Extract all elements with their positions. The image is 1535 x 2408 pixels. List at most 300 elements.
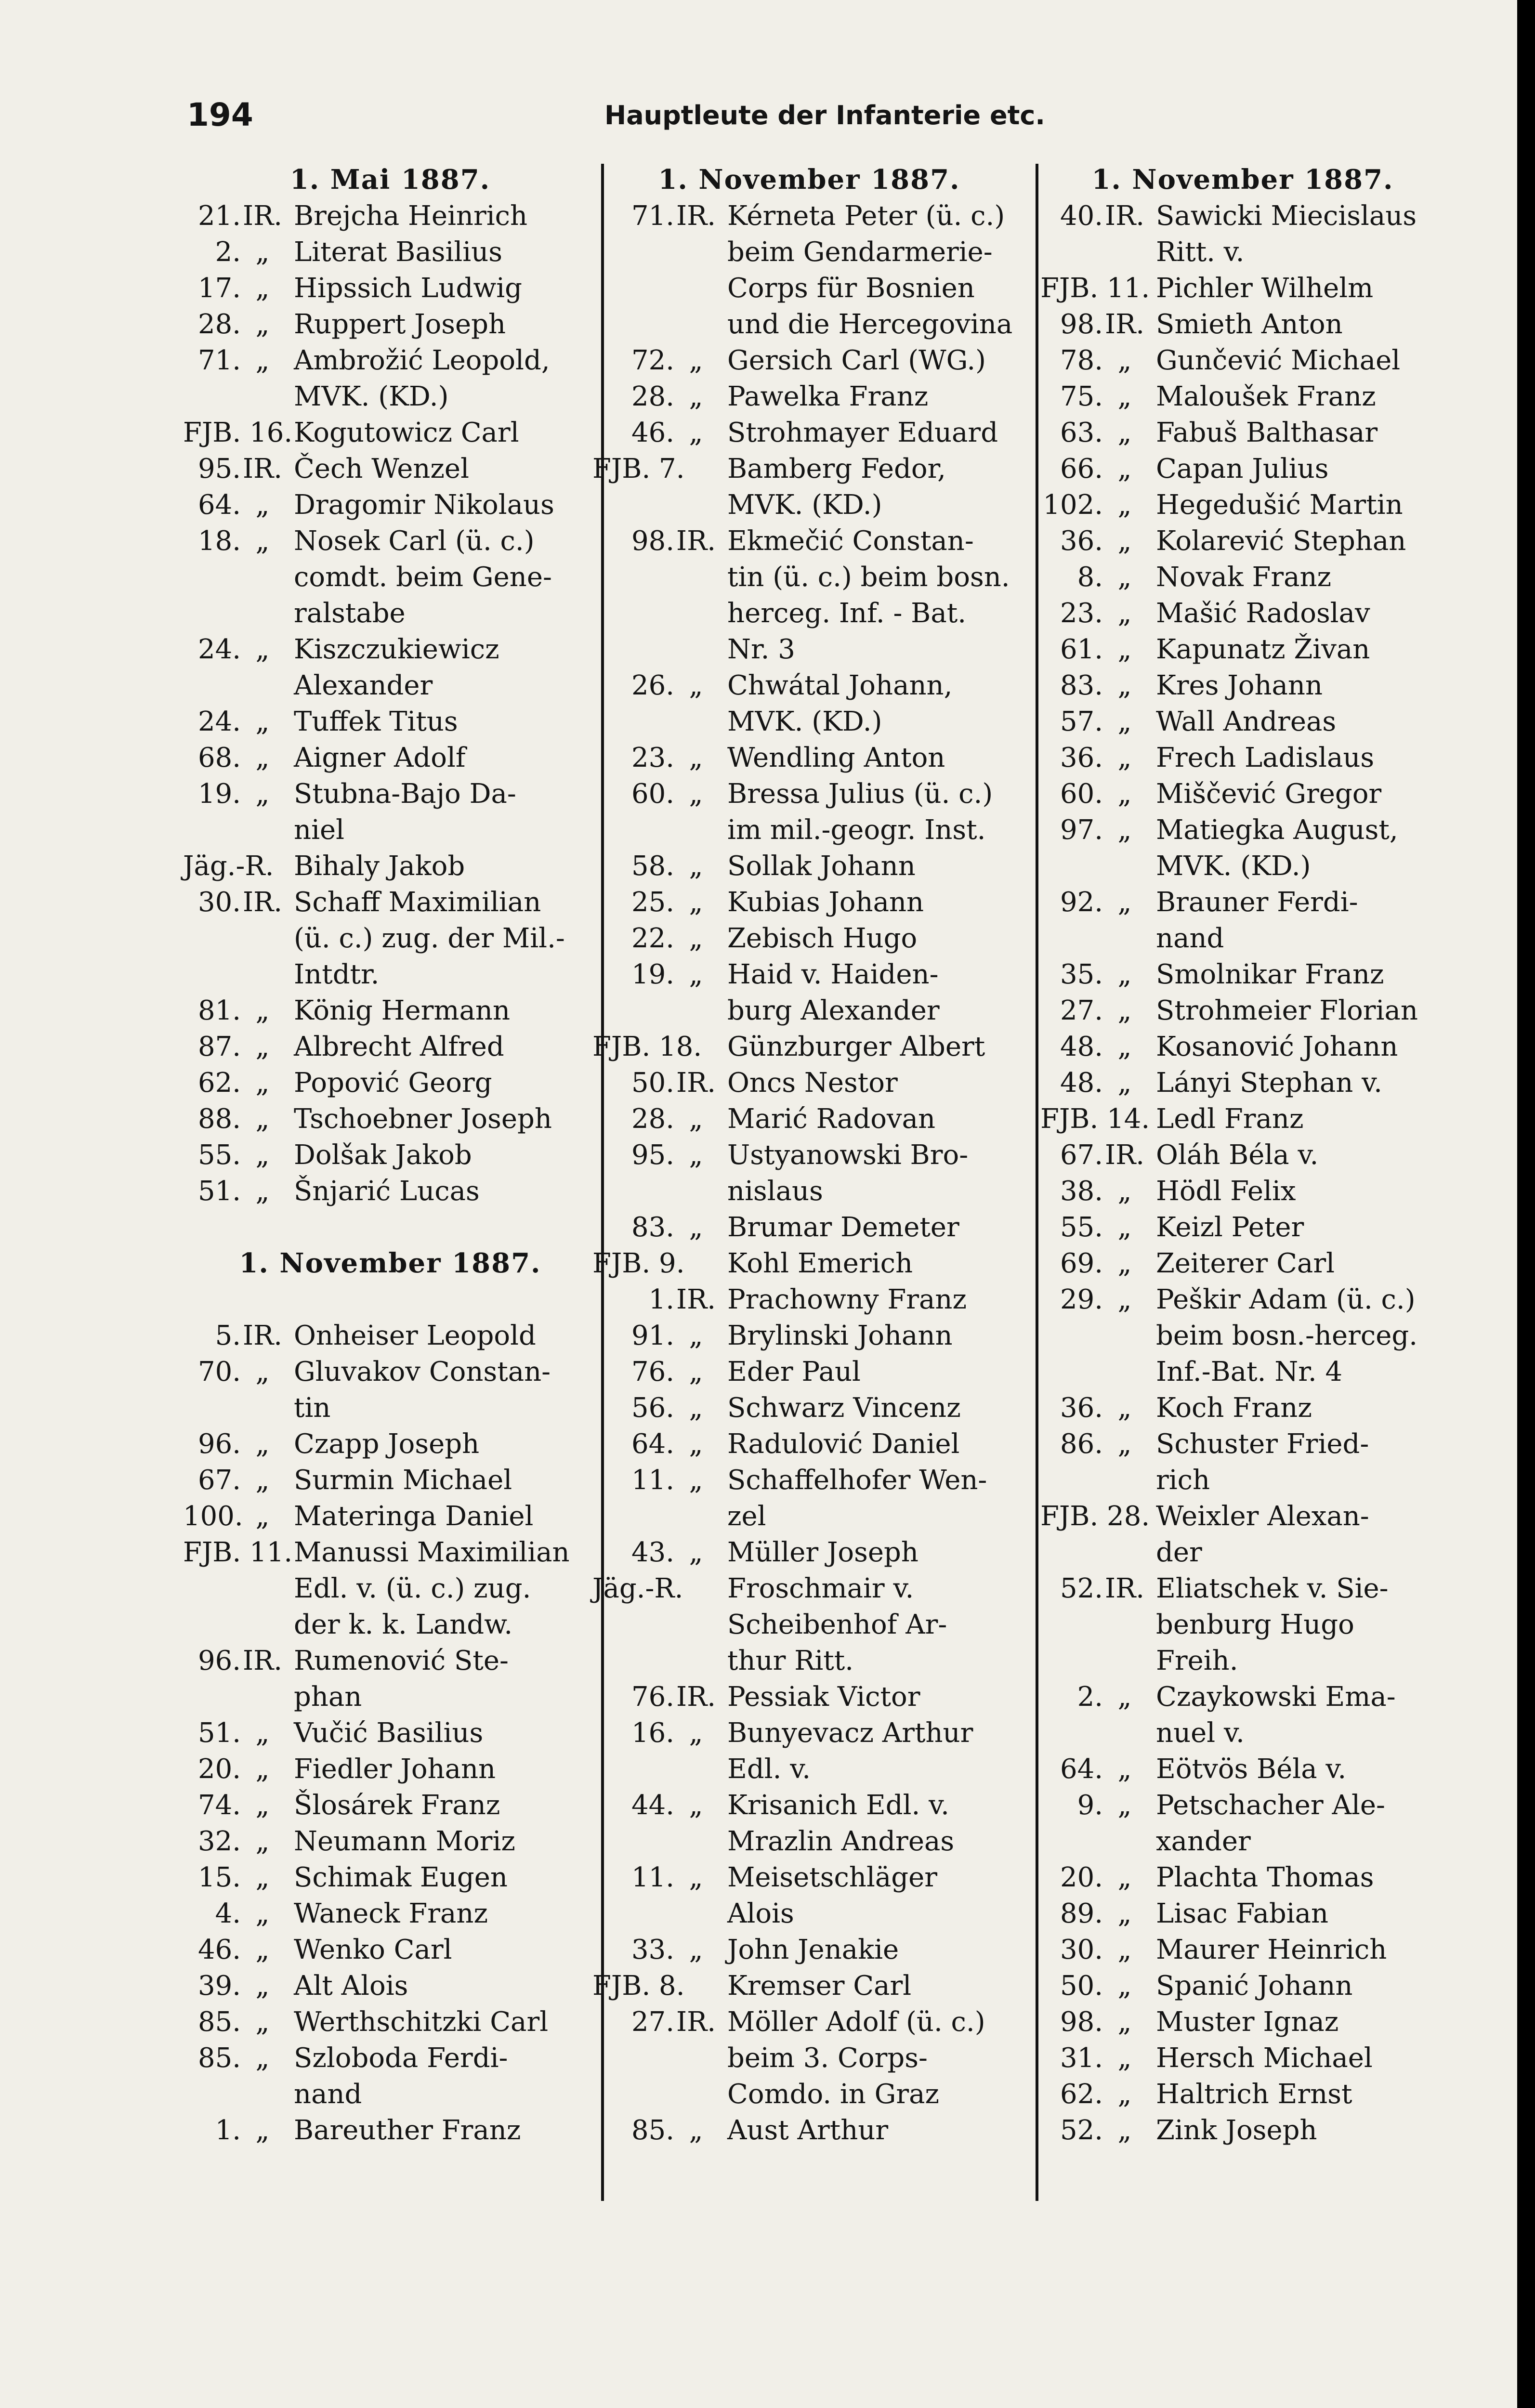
unit-type: „: [1117, 2115, 1132, 2146]
officer-name: Maloušek Franz: [1156, 381, 1376, 412]
officer-name: Weixler Alexan-: [1156, 1501, 1369, 1532]
unit-type: „: [689, 381, 703, 412]
list-entry: [592, 920, 1026, 956]
list-entry: [1040, 1787, 1445, 1823]
list-entry: [592, 1426, 1026, 1462]
unit-type: „: [1117, 598, 1132, 629]
unit-type: „: [1117, 670, 1132, 701]
unit-type: „: [1117, 1392, 1132, 1424]
unit-type: [1103, 1498, 1146, 1534]
list-entry: [1040, 415, 1445, 451]
regiment-number: 97.: [1060, 814, 1103, 846]
regiment-number: 63.: [1060, 417, 1103, 448]
list-entry: [1040, 1751, 1445, 1787]
regiment-number: 11.: [631, 1465, 674, 1496]
regiment-number: 1.: [215, 2115, 241, 2146]
entry-continuation: Mrazlin Andreas: [727, 1826, 955, 1857]
entry-continuation: Edl. v. (ü. c.) zug.: [294, 1573, 531, 1604]
regiment-number: 100.: [183, 1501, 243, 1532]
officer-name: Froschmair v.: [727, 1573, 914, 1604]
unit-type: IR.: [676, 525, 716, 557]
regiment-number: 91.: [631, 1320, 674, 1351]
regiment-number: 89.: [1060, 1898, 1103, 1929]
regiment-number: 57.: [1060, 706, 1103, 737]
officer-name: Pawelka Franz: [727, 381, 929, 412]
unit-type: „: [255, 1428, 270, 1460]
regiment-number: 52.: [1060, 1573, 1103, 1604]
officer-name: Brumar Demeter: [727, 1212, 959, 1243]
unit-type: „: [255, 489, 270, 521]
regiment-number: 50.: [631, 1067, 674, 1099]
list-entry: [592, 776, 1026, 812]
officer-name: Gersich Carl (WG.): [727, 345, 986, 376]
officer-name: Maurer Heinrich: [1156, 1934, 1387, 1965]
list-entry: [1040, 993, 1445, 1029]
unit-type: „: [255, 742, 270, 773]
list-entry: [1040, 487, 1445, 523]
officer-name: Nosek Carl (ü. c.): [294, 525, 535, 557]
list-entry: [592, 1282, 1026, 1318]
entry-continuation: Nr. 3: [727, 634, 795, 665]
officer-name: Brylinski Johann: [727, 1320, 953, 1351]
officer-name: Tuffek Titus: [294, 706, 458, 737]
officer-name: Kres Johann: [1156, 670, 1323, 701]
unit-type: IR.: [1104, 200, 1145, 232]
section-heading: 1. November 1887.: [658, 164, 960, 196]
regiment-number: 40.: [1060, 200, 1103, 232]
officer-name: Werthschitzki Carl: [294, 2006, 549, 2038]
regiment-number: 66.: [1060, 453, 1103, 484]
list-entry: [1040, 1932, 1445, 1968]
regiment-number: 8.: [1077, 562, 1103, 593]
list-entry: [592, 1137, 1026, 1173]
regiment-number: 16.: [631, 1717, 674, 1749]
officer-name: Sollak Johann: [727, 851, 916, 882]
officer-name: Schaff Maximilian: [294, 887, 541, 918]
officer-name: Bunyevacz Arthur: [727, 1717, 973, 1749]
list-entry: [1040, 1245, 1445, 1282]
regiment-number: Jäg.-R.: [592, 1573, 683, 1604]
list-entry: [183, 1462, 597, 1498]
list-entry: [1040, 740, 1445, 776]
regiment-number: 20.: [1060, 1862, 1103, 1893]
regiment-number: 68.: [197, 742, 241, 773]
list-entry: [592, 1968, 1026, 2004]
list-entry: [183, 776, 597, 812]
list-entry: [1040, 1282, 1445, 1318]
entry-continuation: Scheibenhof Ar-: [727, 1609, 947, 1640]
regiment-number: 81.: [197, 995, 241, 1026]
unit-type: „: [689, 778, 703, 810]
regiment-number: 50.: [1060, 1970, 1103, 2002]
officer-name: Manussi Maximilian: [294, 1537, 570, 1568]
list-entry: [183, 523, 597, 559]
entry-continuation: beim bosn.-herceg.: [1156, 1320, 1418, 1351]
regiment-number: 38.: [1060, 1176, 1103, 1207]
list-entry: [592, 1462, 1026, 1498]
officer-name: Prachowny Franz: [727, 1284, 967, 1315]
officer-name: Kosanović Johann: [1156, 1031, 1398, 1062]
officer-name: Chwátal Johann,: [727, 670, 953, 701]
officer-name: Smolnikar Franz: [1156, 959, 1384, 990]
list-entry: [183, 198, 597, 234]
unit-type: „: [1117, 1898, 1132, 1929]
list-entry: [1040, 1209, 1445, 1245]
regiment-number: 67.: [197, 1465, 241, 1496]
officer-name: Günzburger Albert: [727, 1031, 985, 1062]
officer-name: Lányi Stephan v.: [1156, 1067, 1382, 1099]
list-entry: [183, 1426, 597, 1462]
officer-name: Petschacher Ale-: [1156, 1790, 1385, 1821]
unit-type: „: [1117, 1031, 1132, 1062]
officer-name: Šnjarić Lucas: [294, 1176, 480, 1207]
entry-continuation: comdt. beim Gene-: [294, 562, 552, 593]
list-entry: [592, 1318, 1026, 1354]
officer-name: Schwarz Vincenz: [727, 1392, 961, 1424]
regiment-number: 60.: [1060, 778, 1103, 810]
unit-type: IR.: [1104, 1139, 1145, 1171]
regiment-number: 32.: [197, 1826, 241, 1857]
unit-type: „: [1117, 417, 1132, 448]
regiment-number: 95.: [631, 1139, 674, 1171]
regiment-number: 72.: [631, 345, 674, 376]
officer-name: Popović Georg: [294, 1067, 492, 1099]
unit-type: „: [689, 851, 703, 882]
regiment-number: 20.: [197, 1754, 241, 1785]
officer-name: Šlosárek Franz: [294, 1790, 500, 1821]
unit-type: IR.: [676, 1284, 716, 1315]
officer-name: Waneck Franz: [294, 1898, 488, 1929]
officer-name: Hödl Felix: [1156, 1176, 1296, 1207]
unit-type: „: [689, 1320, 703, 1351]
entry-continuation: MVK. (KD.): [1156, 851, 1311, 882]
unit-type: „: [1117, 1067, 1132, 1099]
list-entry: [1040, 2076, 1445, 2112]
officer-name: Brauner Ferdi-: [1156, 887, 1358, 918]
list-entry: [592, 667, 1026, 704]
unit-type: „: [1117, 1428, 1132, 1460]
section-heading: 1. Mai 1887.: [289, 164, 491, 196]
regiment-number: 36.: [1060, 525, 1103, 557]
regiment-number: 83.: [631, 1212, 674, 1243]
list-entry: [1040, 2112, 1445, 2148]
unit-type: „: [1117, 1754, 1132, 1785]
officer-name: Szloboda Ferdi-: [294, 2042, 508, 2074]
officer-name: Zebisch Hugo: [727, 923, 918, 954]
list-entry: [592, 198, 1026, 234]
unit-type: „: [1117, 887, 1132, 918]
list-entry: [183, 1318, 597, 1354]
list-entry: [183, 1823, 597, 1859]
unit-type: „: [255, 778, 270, 810]
list-entry: [183, 1354, 597, 1390]
officer-name: Surmin Michael: [294, 1465, 512, 1496]
regiment-number: 26.: [631, 670, 674, 701]
unit-type: „: [689, 742, 703, 773]
unit-type: „: [689, 1103, 703, 1135]
entry-continuation: benburg Hugo: [1156, 1609, 1354, 1640]
officer-name: Matiegka August,: [1156, 814, 1398, 846]
list-entry: [183, 1065, 597, 1101]
regiment-number: 78.: [1060, 345, 1103, 376]
list-entry: [592, 379, 1026, 415]
unit-type: „: [689, 417, 703, 448]
unit-type: „: [1117, 1862, 1132, 1893]
unit-type: „: [1117, 562, 1132, 593]
list-entry: [1040, 595, 1445, 631]
list-entry: [592, 1245, 1026, 1282]
officer-name: Sawicki Miecislaus: [1156, 200, 1417, 232]
officer-name: Tschoebner Joseph: [294, 1103, 552, 1135]
officer-name: Miščević Gregor: [1156, 778, 1382, 810]
unit-type: [1103, 270, 1146, 306]
list-entry: [183, 848, 597, 884]
list-entry: [1040, 812, 1445, 848]
unit-type: „: [255, 1103, 270, 1135]
regiment-number: 44.: [631, 1790, 674, 1821]
officer-name: Kogutowicz Carl: [294, 417, 519, 448]
officer-name: Hegedušić Martin: [1156, 489, 1403, 521]
list-entry: [592, 2004, 1026, 2040]
section-heading: 1. November 1887.: [239, 1247, 541, 1279]
list-entry: [592, 956, 1026, 993]
officer-name: König Hermann: [294, 995, 511, 1026]
unit-type: „: [689, 1537, 703, 1568]
entry-continuation: MVK. (KD.): [294, 381, 449, 412]
unit-type: [1103, 1101, 1146, 1137]
regiment-number: 96.: [197, 1645, 241, 1676]
regiment-number: 102.: [1043, 489, 1103, 521]
regiment-number: 62.: [197, 1067, 241, 1099]
unit-type: „: [255, 1067, 270, 1099]
unit-type: „: [689, 2115, 703, 2146]
regiment-number: 98.: [1060, 309, 1103, 340]
officer-name: Ambrožić Leopold,: [294, 345, 550, 376]
officer-name: Capan Julius: [1156, 453, 1329, 484]
list-entry: [1040, 956, 1445, 993]
regiment-number: 30.: [197, 887, 241, 918]
regiment-number: 51.: [197, 1176, 241, 1207]
unit-type: [674, 1968, 718, 2004]
list-entry: [592, 1932, 1026, 1968]
column-1: [183, 162, 597, 2148]
entry-continuation: herceg. Inf. - Bat.: [727, 598, 967, 629]
entry-continuation: burg Alexander: [727, 995, 940, 1026]
entry-continuation: (ü. c.) zug. der Mil.-: [294, 923, 565, 954]
entry-continuation: xander: [1156, 1826, 1251, 1857]
unit-type: „: [689, 923, 703, 954]
officer-name: Hipssich Ludwig: [294, 273, 523, 304]
officer-name: Eder Paul: [727, 1356, 861, 1387]
regiment-number: 76.: [631, 1356, 674, 1387]
entry-continuation: tin: [294, 1392, 331, 1424]
officer-name: Brejcha Heinrich: [294, 200, 528, 232]
officer-name: Czapp Joseph: [294, 1428, 480, 1460]
officer-name: Alt Alois: [294, 1970, 408, 2002]
list-entry: [183, 342, 597, 379]
officer-name: Fiedler Johann: [294, 1754, 496, 1785]
list-entry: [183, 1859, 597, 1896]
entry-continuation: MVK. (KD.): [727, 706, 882, 737]
unit-type: „: [1117, 453, 1132, 484]
regiment-number: FJB. 9.: [592, 1248, 685, 1279]
officer-name: Peškir Adam (ü. c.): [1156, 1284, 1416, 1315]
unit-type: „: [1117, 345, 1132, 376]
unit-type: „: [255, 1501, 270, 1532]
officer-name: Haltrich Ernst: [1156, 2079, 1352, 2110]
list-entry: [592, 1390, 1026, 1426]
officer-name: Wenko Carl: [294, 1934, 452, 1965]
officer-name: Dolšak Jakob: [294, 1139, 472, 1171]
officer-name: Kremser Carl: [727, 1970, 912, 2002]
unit-type: IR.: [242, 453, 283, 484]
officer-name: Pichler Wilhelm: [1156, 273, 1374, 304]
regiment-number: 24.: [197, 706, 241, 737]
entry-continuation: beim 3. Corps-: [727, 2042, 928, 2074]
list-entry: [592, 1679, 1026, 1715]
list-entry: [183, 1534, 597, 1570]
officer-name: Strohmeier Florian: [1156, 995, 1418, 1026]
unit-type: „: [1117, 489, 1132, 521]
regiment-number: FJB. 8.: [592, 1970, 685, 2002]
list-entry: [183, 631, 597, 667]
list-entry: [1040, 1896, 1445, 1932]
regiment-number: 61.: [1060, 634, 1103, 665]
regiment-number: 69.: [1060, 1248, 1103, 1279]
unit-type: „: [1117, 706, 1132, 737]
unit-type: „: [1117, 1970, 1132, 2002]
officer-name: Marić Radovan: [727, 1103, 936, 1135]
unit-type: „: [1117, 1934, 1132, 1965]
list-entry: [183, 1751, 597, 1787]
unit-type: „: [689, 670, 703, 701]
entry-continuation: Freih.: [1156, 1645, 1238, 1676]
regiment-number: 28.: [631, 381, 674, 412]
unit-type: [674, 1570, 718, 1607]
regiment-number: 22.: [631, 923, 674, 954]
list-entry: [1040, 2040, 1445, 2076]
list-entry: [183, 1498, 597, 1534]
regiment-number: FJB. 14.: [1040, 1103, 1150, 1135]
officer-name: Bareuther Franz: [294, 2115, 521, 2146]
regiment-number: 17.: [197, 273, 241, 304]
unit-type: IR.: [676, 200, 716, 232]
list-entry: [1040, 1137, 1445, 1173]
unit-type: [674, 451, 718, 487]
unit-type: „: [255, 2042, 270, 2074]
officer-name: Wendling Anton: [727, 742, 945, 773]
list-entry: [183, 1715, 597, 1751]
list-entry: [1040, 1029, 1445, 1065]
list-entry: [183, 884, 597, 920]
officer-name: Strohmayer Eduard: [727, 417, 998, 448]
unit-type: „: [1117, 1176, 1132, 1207]
list-entry: [1040, 1173, 1445, 1209]
unit-type: IR.: [242, 1320, 283, 1351]
unit-type: „: [1117, 634, 1132, 665]
unit-type: „: [255, 1826, 270, 1857]
list-entry: [1040, 884, 1445, 920]
unit-type: „: [689, 1356, 703, 1387]
regiment-number: 64.: [197, 489, 241, 521]
officer-name: Kohl Emerich: [727, 1248, 913, 1279]
regiment-number: 85.: [631, 2115, 674, 2146]
officer-name: Schaffelhofer Wen-: [727, 1465, 987, 1496]
officer-name: Kapunatz Živan: [1156, 634, 1370, 665]
list-entry: [183, 993, 597, 1029]
regiment-number: 9.: [1077, 1790, 1103, 1821]
list-entry: [592, 1209, 1026, 1245]
running-head: Hauptleute der Infanterie etc.: [604, 100, 1045, 131]
unit-type: „: [689, 1139, 703, 1171]
list-entry: [1040, 2004, 1445, 2040]
unit-type: „: [1117, 995, 1132, 1026]
entry-continuation: Ritt. v.: [1156, 236, 1245, 268]
regiment-number: 56.: [631, 1392, 674, 1424]
list-entry: [592, 1101, 1026, 1137]
page-number: 194: [187, 96, 253, 133]
unit-type: „: [1117, 1790, 1132, 1821]
officer-name: Dragomir Nikolaus: [294, 489, 554, 521]
list-entry: [1040, 306, 1445, 342]
unit-type: „: [255, 1465, 270, 1496]
entry-continuation: phan: [294, 1681, 362, 1713]
spacer: [183, 1209, 597, 1245]
unit-type: „: [1117, 742, 1132, 773]
regiment-number: 48.: [1060, 1067, 1103, 1099]
entry-continuation: nuel v.: [1156, 1717, 1245, 1749]
list-entry: [592, 523, 1026, 559]
regiment-number: 62.: [1060, 2079, 1103, 2110]
list-entry: [183, 2004, 597, 2040]
officer-name: Oncs Nestor: [727, 1067, 898, 1099]
officer-name: Schimak Eugen: [294, 1862, 508, 1893]
list-entry: [1040, 667, 1445, 704]
column-rule: [1036, 164, 1038, 2201]
regiment-number: 75.: [1060, 381, 1103, 412]
officer-name: Frech Ladislaus: [1156, 742, 1375, 773]
officer-name: Gluvakov Constan-: [294, 1356, 551, 1387]
officer-name: Czaykowski Ema-: [1156, 1681, 1396, 1713]
list-entry: [1040, 1968, 1445, 2004]
entry-continuation: der: [1156, 1537, 1202, 1568]
list-entry: [592, 342, 1026, 379]
officer-name: Bihaly Jakob: [294, 851, 465, 882]
officer-name: Keizl Peter: [1156, 1212, 1304, 1243]
regiment-number: 29.: [1060, 1284, 1103, 1315]
regiment-number: 2.: [215, 236, 241, 268]
entry-continuation: im mil.-geogr. Inst.: [727, 814, 986, 846]
regiment-number: 15.: [197, 1862, 241, 1893]
officer-name: Koch Franz: [1156, 1392, 1312, 1424]
list-entry: [592, 1715, 1026, 1751]
list-entry: [592, 1534, 1026, 1570]
officer-name: Ruppert Joseph: [294, 309, 506, 340]
entry-continuation: zel: [727, 1501, 766, 1532]
officer-name: Pessiak Victor: [727, 1681, 920, 1713]
list-entry: [1040, 1679, 1445, 1715]
list-entry: [183, 704, 597, 740]
list-entry: [1040, 776, 1445, 812]
list-entry: [592, 1029, 1026, 1065]
list-entry: [1040, 1390, 1445, 1426]
officer-name: Meisetschläger: [727, 1862, 937, 1893]
regiment-number: 76.: [631, 1681, 674, 1713]
regiment-number: 83.: [1060, 670, 1103, 701]
officer-name: Mašić Radoslav: [1156, 598, 1370, 629]
unit-type: „: [255, 1717, 270, 1749]
regiment-number: 36.: [1060, 1392, 1103, 1424]
